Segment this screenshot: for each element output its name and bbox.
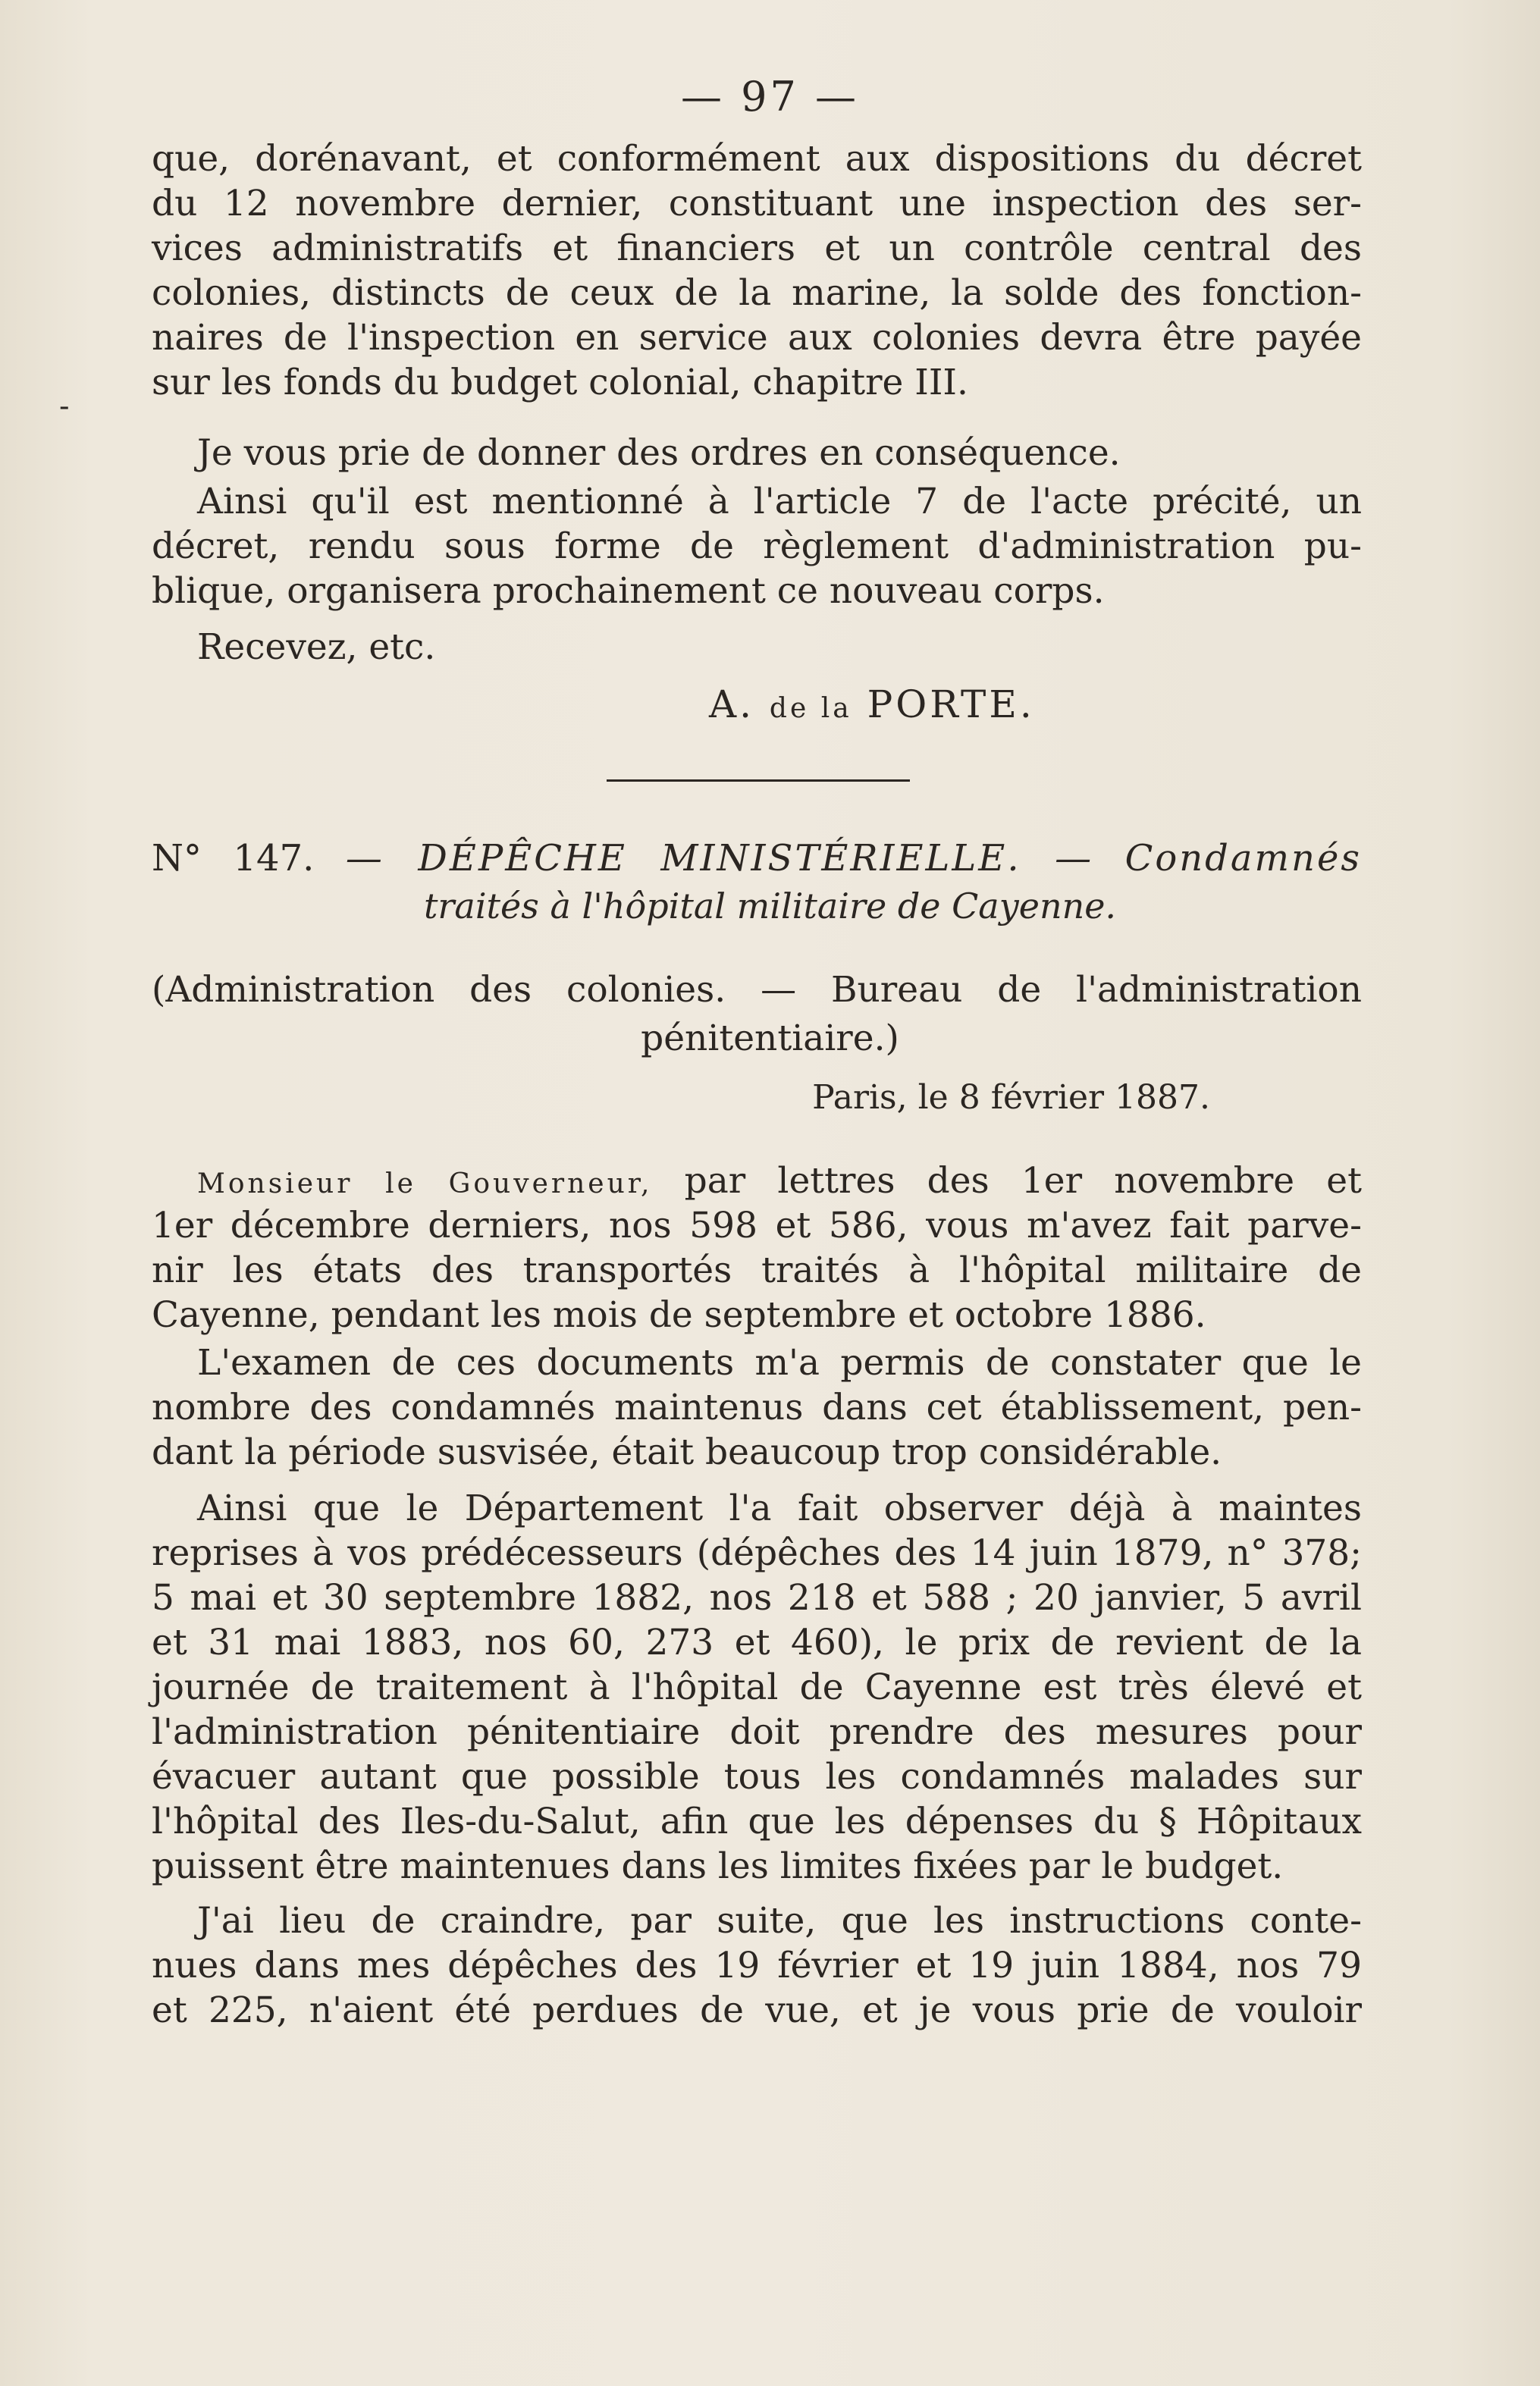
- text-line: Ainsi qu'il est mentionné à l'article 7 de l'acte précité, un: [197, 481, 1362, 522]
- page-number: — 97 —: [680, 73, 860, 121]
- salutation-rest: par lettres des 1er novembre et: [684, 1160, 1362, 1202]
- text-line: nombre des condamnés maintenus dans cet établissement, pen-: [152, 1387, 1362, 1428]
- text-line: L'examen de ces documents m'a permis de constater que le: [197, 1342, 1362, 1384]
- signature-particle: de la: [769, 693, 852, 724]
- text-line: évacuer autant que possible tous les condamnés malades sur: [152, 1756, 1362, 1798]
- text-line: nir les états des transportés traités à l'hôpital militaire de: [152, 1249, 1362, 1291]
- text-line: et 31 mai 1883, nos 60, 273 et 460), le prix de revient de la: [152, 1622, 1362, 1663]
- text-line: du 12 novembre dernier, constituant une inspection des ser-: [152, 183, 1362, 224]
- text-line: journée de traitement à l'hôpital de Cayenne est très élevé et: [152, 1666, 1362, 1708]
- text-line: que, dorénavant, et conformément aux dispositions du décret: [152, 138, 1362, 180]
- signature-name: PORTE.: [867, 682, 1035, 726]
- document-subject-start: Condamnés: [1124, 837, 1362, 879]
- document-number: N° 147.: [152, 837, 315, 879]
- text-line: [152, 1159, 1362, 1203]
- administration-line-2: pénitentiaire.): [641, 1017, 899, 1059]
- text-line: vices administratifs et financiers et un contrôle central des: [152, 227, 1362, 269]
- dateline: Paris, le 8 février 1887.: [812, 1078, 1210, 1117]
- text-line: décret, rendu sous forme de règlement d'administration pu-: [152, 525, 1362, 567]
- text-line: et 225, n'aient été perdues de vue, et je vous prie de vouloir: [152, 1989, 1362, 2031]
- paragraph-department: [152, 1486, 1362, 1889]
- text-line: Recevez, etc.: [197, 626, 436, 668]
- paragraph-closing: [152, 625, 1362, 669]
- paragraph-instructions: [152, 1898, 1362, 2033]
- text-line: puissent être maintenues dans les limites fixées par le budget.: [152, 1845, 1284, 1887]
- text-line: blique, organisera prochainement ce nouveau corps.: [152, 570, 1105, 612]
- text-line: J'ai lieu de craindre, par suite, que les instructions conte-: [197, 1900, 1362, 1942]
- text-line: Ainsi que le Département l'a fait observer déjà à maintes: [197, 1488, 1362, 1529]
- margin-mark: -: [59, 389, 70, 424]
- paragraph-continuation: [152, 136, 1362, 405]
- text-line: nues dans mes dépêches des 19 février et 19 juin 1884, nos 79: [152, 1945, 1362, 1986]
- paragraph-orders: [152, 431, 1362, 475]
- signature-initial: A.: [709, 682, 755, 726]
- paragraph-salutation: [152, 1159, 1362, 1337]
- document-title: — DÉPÊCHE MINISTÉRIELLE. —: [345, 837, 1094, 879]
- text-line: naires de l'inspection en service aux colonies devra être payée: [152, 317, 1362, 359]
- document-subject: traités à l'hôpital militaire de Cayenne.: [423, 886, 1117, 926]
- text-line: l'hôpital des Iles-du-Salut, afin que les dépenses du § Hôpitaux: [152, 1801, 1362, 1842]
- text-line: dant la période susvisée, était beaucoup trop considérable.: [152, 1431, 1222, 1473]
- text-line: colonies, distincts de ceux de la marine, la solde des fonction-: [152, 272, 1362, 314]
- text-line: reprises à vos prédécesseurs (dépêches des 14 juin 1879, n° 378;: [152, 1532, 1362, 1574]
- text-line: 5 mai et 30 septembre 1882, nos 218 et 588 ; 20 janvier, 5 avril: [152, 1577, 1362, 1619]
- text-line: Je vous prie de donner des ordres en conséquence.: [197, 432, 1121, 474]
- text-line: sur les fonds du budget colonial, chapitre III.: [152, 362, 968, 403]
- administration-line: (Administration des colonies. — Bureau de l'administration: [152, 969, 1362, 1011]
- text-line: l'administration pénitentiaire doit prendre des mesures pour: [152, 1711, 1362, 1753]
- paragraph-examination: [152, 1340, 1362, 1475]
- salutation: Monsieur le Gouverneur,: [197, 1168, 653, 1199]
- document-heading: [152, 836, 1362, 881]
- text-line: Cayenne, pendant les mois de septembre et octobre 1886.: [152, 1294, 1206, 1336]
- section-divider: [607, 779, 910, 782]
- paragraph-decree: [152, 479, 1362, 613]
- signature: [709, 682, 1035, 726]
- text-line: 1er décembre derniers, nos 598 et 586, vous m'avez fait parve-: [152, 1205, 1362, 1246]
